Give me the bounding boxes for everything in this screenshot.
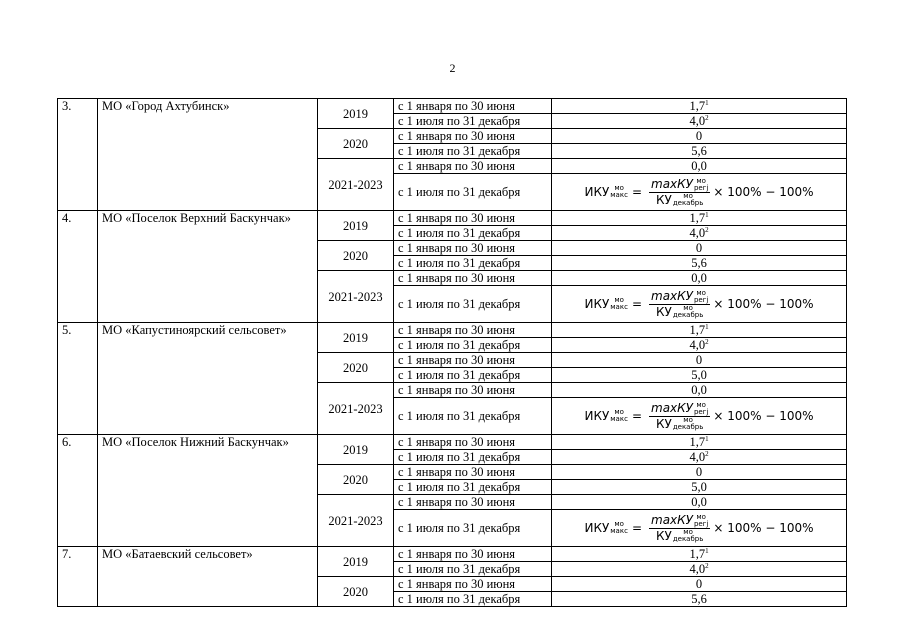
formula-lhs-sup: мо xyxy=(614,296,624,304)
value-text: 0 xyxy=(695,465,703,479)
period-cell: с 1 января по 30 июня xyxy=(394,241,552,256)
period-cell: с 1 января по 30 июня xyxy=(394,159,552,174)
formula-tail: × 100% − 100% xyxy=(713,297,814,311)
value-cell xyxy=(552,480,847,495)
value-cell xyxy=(552,144,847,159)
year-cell: 2021-2023 xyxy=(318,495,394,547)
period-cell: с 1 июля по 31 декабря xyxy=(394,480,552,495)
value-cell xyxy=(552,435,847,450)
index-formula xyxy=(584,177,813,207)
period-cell: с 1 января по 30 июня xyxy=(394,577,552,592)
value-text: 0,0 xyxy=(691,495,707,509)
row-number: 6. xyxy=(58,435,98,547)
formula-lhs: ИКУ xyxy=(584,185,610,199)
value-text: 0,0 xyxy=(691,383,707,397)
tariff-table xyxy=(57,98,847,607)
year-cell: 2019 xyxy=(318,99,394,129)
formula-equals: = xyxy=(631,521,642,535)
period-cell: с 1 июля по 31 декабря xyxy=(394,286,552,323)
value-text: 4,0 xyxy=(689,114,706,128)
value-text: 4,0 xyxy=(689,450,706,464)
value-text: 1,7 xyxy=(689,99,706,113)
period-cell: с 1 января по 30 июня xyxy=(394,383,552,398)
municipality-name: МО «Батаевский сельсовет» xyxy=(98,547,318,607)
period-cell: с 1 июля по 31 декабря xyxy=(394,398,552,435)
formula-denominator: КУ мо декабрь xyxy=(655,304,704,319)
table-row xyxy=(58,547,847,562)
value-text: 5,0 xyxy=(691,480,707,494)
index-formula xyxy=(584,513,813,543)
municipality-name: МО «Поселок Нижний Баскунчак» xyxy=(98,435,318,547)
value-text: 0 xyxy=(695,241,703,255)
year-cell: 2020 xyxy=(318,129,394,159)
period-cell: с 1 июля по 31 декабря xyxy=(394,592,552,607)
footnote-mark: 2 xyxy=(705,449,709,458)
formula-denominator: КУ мо декабрь xyxy=(655,416,704,431)
value-cell xyxy=(552,271,847,286)
formula-tail: × 100% − 100% xyxy=(713,521,814,535)
municipality-name: МО «Город Ахтубинск» xyxy=(98,99,318,211)
year-cell: 2020 xyxy=(318,465,394,495)
year-cell: 2019 xyxy=(318,547,394,577)
value-cell xyxy=(552,159,847,174)
value-text: 0 xyxy=(695,577,703,591)
table-row xyxy=(58,323,847,338)
formula-lhs-sup: мо xyxy=(614,184,624,192)
year-cell: 2020 xyxy=(318,241,394,271)
formula-equals: = xyxy=(631,185,642,199)
period-cell: с 1 июля по 31 декабря xyxy=(394,450,552,465)
table-row xyxy=(58,435,847,450)
municipality-name: МО «Поселок Верхний Баскунчак» xyxy=(98,211,318,323)
value-text: 4,0 xyxy=(689,562,706,576)
footnote-mark: 2 xyxy=(705,561,709,570)
footnote-mark: 1 xyxy=(705,98,709,107)
value-text: 1,7 xyxy=(689,547,706,561)
formula-numerator: maxКУ мо регj xyxy=(651,176,709,192)
formula-tail: × 100% − 100% xyxy=(713,409,814,423)
value-text: 0 xyxy=(695,353,703,367)
value-text: 0,0 xyxy=(691,271,707,285)
year-cell: 2021-2023 xyxy=(318,271,394,323)
formula-lhs: ИКУ xyxy=(584,521,610,535)
period-cell: с 1 января по 30 июня xyxy=(394,129,552,144)
value-cell xyxy=(552,592,847,607)
period-cell: с 1 января по 30 июня xyxy=(394,99,552,114)
period-cell: с 1 июля по 31 декабря xyxy=(394,256,552,271)
formula-equals: = xyxy=(631,297,642,311)
formula-cell xyxy=(552,510,847,547)
period-cell: с 1 июля по 31 декабря xyxy=(394,338,552,353)
formula-lhs: ИКУ xyxy=(584,409,610,423)
formula-lhs-sub: макс xyxy=(610,415,628,423)
formula-cell xyxy=(552,174,847,211)
footnote-mark: 2 xyxy=(705,225,709,234)
formula-lhs-sup: мо xyxy=(614,408,624,416)
tariff-table-body xyxy=(58,99,847,607)
formula-numerator: maxКУ мо регj xyxy=(651,512,709,528)
formula-fraction xyxy=(649,289,710,319)
table-row xyxy=(58,99,847,114)
period-cell: с 1 января по 30 июня xyxy=(394,271,552,286)
value-cell xyxy=(552,465,847,480)
period-cell: с 1 января по 30 июня xyxy=(394,323,552,338)
row-number: 5. xyxy=(58,323,98,435)
period-cell: с 1 июля по 31 декабря xyxy=(394,510,552,547)
value-text: 0 xyxy=(695,129,703,143)
value-cell xyxy=(552,562,847,577)
formula-numerator: maxКУ мо регj xyxy=(651,288,709,304)
period-cell: с 1 июля по 31 декабря xyxy=(394,226,552,241)
period-cell: с 1 июля по 31 декабря xyxy=(394,114,552,129)
value-text: 1,7 xyxy=(689,211,706,225)
footnote-mark: 1 xyxy=(705,546,709,555)
footnote-mark: 1 xyxy=(705,322,709,331)
page-number: 2 xyxy=(449,61,456,75)
formula-lhs-sub: макс xyxy=(610,303,628,311)
value-cell xyxy=(552,129,847,144)
value-cell xyxy=(552,577,847,592)
formula-denominator: КУ мо декабрь xyxy=(655,528,704,543)
value-cell xyxy=(552,450,847,465)
value-cell xyxy=(552,226,847,241)
footnote-mark: 2 xyxy=(705,113,709,122)
table-row xyxy=(58,211,847,226)
formula-lhs-sup: мо xyxy=(614,520,624,528)
period-cell: с 1 июля по 31 декабря xyxy=(394,174,552,211)
footnote-mark: 1 xyxy=(705,434,709,443)
formula-equals: = xyxy=(631,409,642,423)
year-cell: 2021-2023 xyxy=(318,159,394,211)
formula-lhs: ИКУ xyxy=(584,297,610,311)
period-cell: с 1 января по 30 июня xyxy=(394,495,552,510)
value-cell xyxy=(552,368,847,383)
footnote-mark: 1 xyxy=(705,210,709,219)
index-formula xyxy=(584,401,813,431)
index-formula xyxy=(584,289,813,319)
value-cell xyxy=(552,256,847,271)
formula-lhs-sub: макс xyxy=(610,191,628,199)
value-text: 5,0 xyxy=(691,368,707,382)
value-text: 1,7 xyxy=(689,435,706,449)
formula-cell xyxy=(552,286,847,323)
value-cell xyxy=(552,211,847,226)
value-cell xyxy=(552,99,847,114)
period-cell: с 1 января по 30 июня xyxy=(394,211,552,226)
year-cell: 2019 xyxy=(318,211,394,241)
municipality-name: МО «Капустиноярский сельсовет» xyxy=(98,323,318,435)
value-cell xyxy=(552,241,847,256)
value-cell xyxy=(552,338,847,353)
formula-fraction xyxy=(649,401,710,431)
value-text: 0,0 xyxy=(691,159,707,173)
value-text: 5,6 xyxy=(691,592,707,606)
formula-cell xyxy=(552,398,847,435)
formula-fraction xyxy=(649,177,710,207)
value-text: 4,0 xyxy=(689,338,706,352)
row-number: 4. xyxy=(58,211,98,323)
period-cell: с 1 июля по 31 декабря xyxy=(394,144,552,159)
value-text: 1,7 xyxy=(689,323,706,337)
formula-tail: × 100% − 100% xyxy=(713,185,814,199)
period-cell: с 1 января по 30 июня xyxy=(394,547,552,562)
value-cell xyxy=(552,547,847,562)
formula-denominator: КУ мо декабрь xyxy=(655,192,704,207)
year-cell: 2020 xyxy=(318,353,394,383)
period-cell: с 1 января по 30 июня xyxy=(394,353,552,368)
year-cell: 2019 xyxy=(318,323,394,353)
footnote-mark: 2 xyxy=(705,337,709,346)
row-number: 7. xyxy=(58,547,98,607)
value-cell xyxy=(552,383,847,398)
period-cell: с 1 июля по 31 декабря xyxy=(394,368,552,383)
row-number: 3. xyxy=(58,99,98,211)
formula-lhs-sub: макс xyxy=(610,527,628,535)
value-cell xyxy=(552,495,847,510)
year-cell: 2020 xyxy=(318,577,394,607)
year-cell: 2019 xyxy=(318,435,394,465)
period-cell: с 1 января по 30 июня xyxy=(394,465,552,480)
period-cell: с 1 июля по 31 декабря xyxy=(394,562,552,577)
value-text: 4,0 xyxy=(689,226,706,240)
formula-fraction xyxy=(649,513,710,543)
value-text: 5,6 xyxy=(691,256,707,270)
year-cell: 2021-2023 xyxy=(318,383,394,435)
value-cell xyxy=(552,353,847,368)
value-cell xyxy=(552,323,847,338)
value-cell xyxy=(552,114,847,129)
period-cell: с 1 января по 30 июня xyxy=(394,435,552,450)
formula-numerator: maxКУ мо регj xyxy=(651,400,709,416)
value-text: 5,6 xyxy=(691,144,707,158)
